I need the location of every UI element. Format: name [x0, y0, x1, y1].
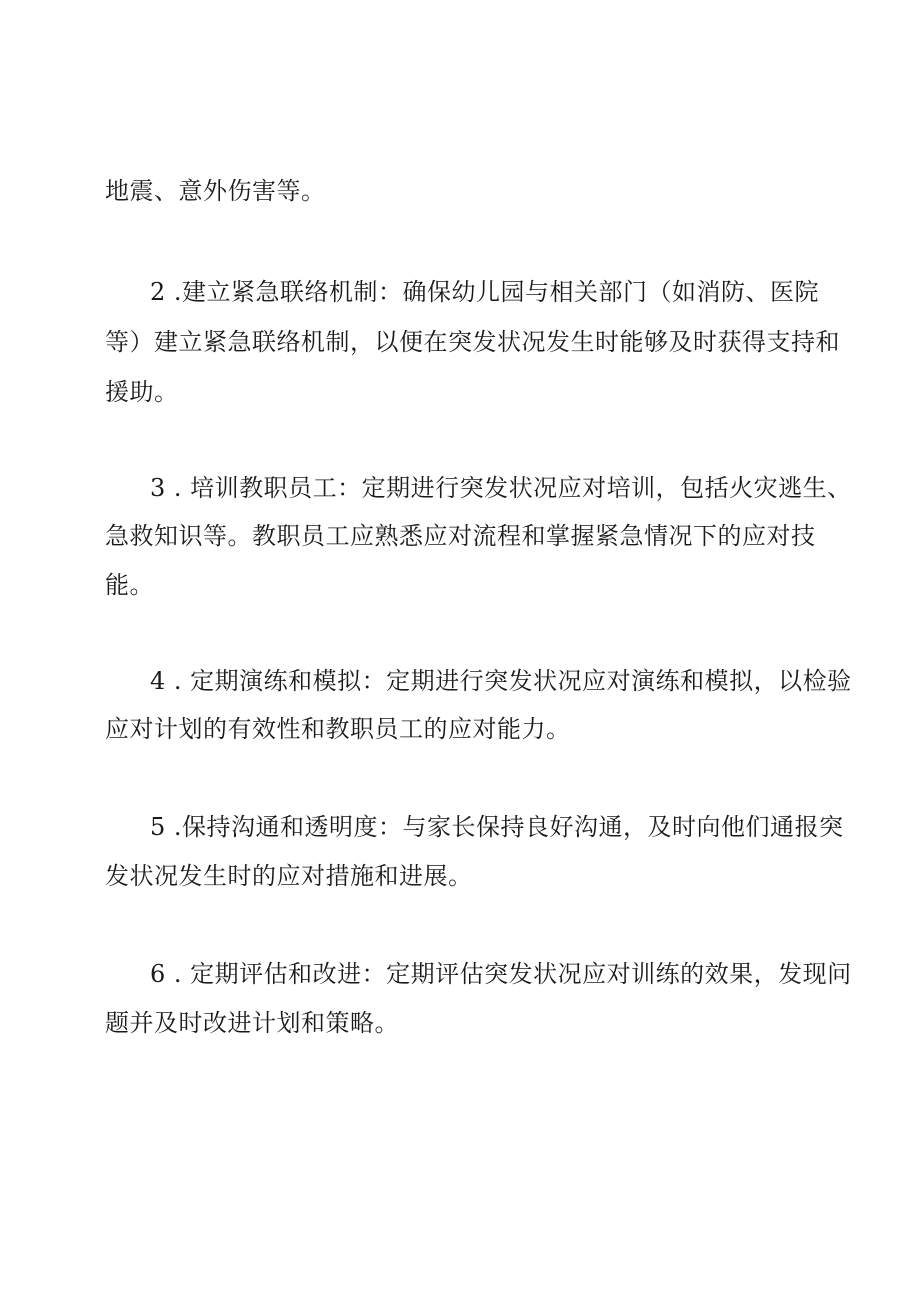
- paragraph-1-line-1: 地震、意外伤害等。: [105, 177, 326, 205]
- paragraph-5-line-2: 发状况发生时的应对措施和进展。: [105, 862, 473, 890]
- paragraph-2-line-2: 等）建立紧急联络机制，以便在突发状况发生时能够及时获得支持和: [105, 328, 840, 356]
- paragraph-6-line-2: 题并及时改进计划和策略。: [105, 1009, 399, 1037]
- paragraph-3-line-1: 3 . 培训教职员工：定期进行突发状况应对培训，包括火灾逃生、: [150, 474, 852, 502]
- paragraph-4-line-2: 应对计划的有效性和教职员工的应对能力。: [105, 715, 571, 743]
- paragraph-2-line-1: 2 .建立紧急联络机制：确保幼儿园与相关部门（如消防、医院: [150, 278, 820, 306]
- paragraph-2-line-3: 援助。: [105, 378, 179, 406]
- paragraph-5-line-1: 5 .保持沟通和透明度：与家长保持良好沟通，及时向他们通报突: [150, 813, 844, 841]
- paragraph-6-line-1: 6 . 定期评估和改进：定期评估突发状况应对训练的效果，发现问: [150, 960, 852, 988]
- paragraph-3-line-2: 急救知识等。教职员工应熟悉应对流程和掌握紧急情况下的应对技: [105, 522, 816, 550]
- paragraph-3-line-3: 能。: [105, 571, 154, 599]
- paragraph-4-line-1: 4 . 定期演练和模拟：定期进行突发状况应对演练和模拟，以检验: [150, 667, 852, 695]
